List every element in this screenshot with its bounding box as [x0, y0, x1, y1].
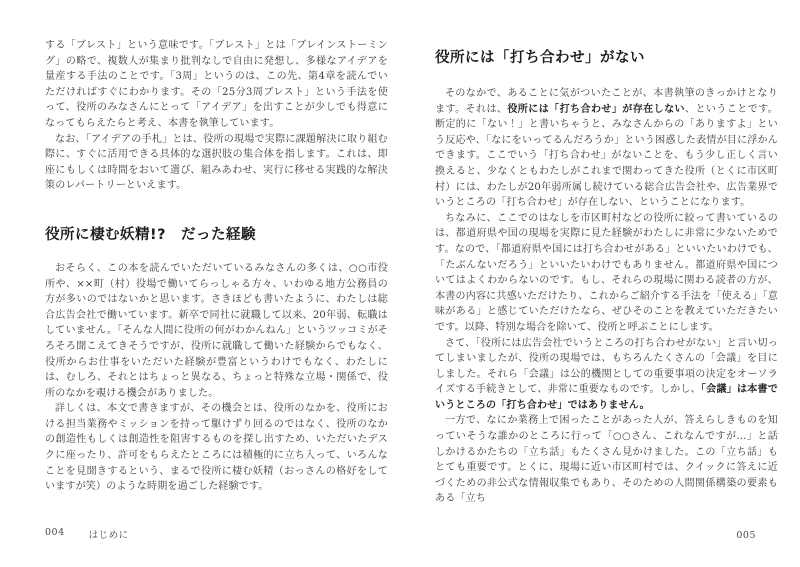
left-page-number: 004 — [45, 527, 65, 538]
left-paragraph-idea-cards: なお、「アイデアの手札」とは、役所の現場で実際に課題解決に取り組む際に、すぐに活用できる具体的な選択肢の集合体を指します。これは、即座にもしくは時間をおいて選び、組みあわせ、実行に移せる実践的な解決策のレパートリーといえます。 — [45, 133, 388, 192]
right-paragraph-tachibanashi: 一方で、なにか業務上で困ったことがあった人が、答えらしきものを知っていそうな誰かのところに行って「○○さん、これなんですが…」と話しかけるかたちの「立ち話」もたくさん見かけました。この「立ち話」もとても重要です。とくに、現場に近い市区町村では、クイックに答えに近づくための非公式な情報収集でもあり、そのための人間関係構築の要素もある「立ち — [435, 415, 778, 505]
right-page-footer — [736, 530, 756, 541]
left-paragraph-brainstorm: する「ブレスト」という意味です。「ブレスト」とは「ブレインストーミング」の略で、複数人が集まり批判なしで自由に発想し、多様なアイデアを量産する手法のことです。「3周」というのは、この先、第4章を読んでいただければすぐにわかります。その「25分3周ブレスト」という手法を使って、役所のみなさんにとって「アイデア」を出すことが少しでも得意になってもらえたらと考え、本書を執筆しています。 — [45, 40, 388, 129]
left-text-block — [45, 38, 388, 495]
right-section-heading: 役所には「打ち合わせ」がない — [435, 50, 645, 66]
page-right — [400, 0, 800, 567]
left-paragraph-readers: おそらく、この本を読んでいただいているみなさんの多くは、○○市役所や、××町（村）役場で働いてらっしゃる方々、いわゆる地方公務員の方が多いのではないかと思います。さきほども書いたように、わたしは総合広告会社で働いています。新卒で同社に就職して以来、20年弱、転職はしていません。「そんな人間に役所の何がわかんねん」というツッコミがそろそろ聞こえてきそうですが、役所に就職して働いた経験からでもなく、役所からお仕事をいただいた経験が豊富というわけでもなく、わたしには、むしろ、それとはちょっと異なる、ちょっと特殊な立場・関係で、役所のなかを覗ける機会がありました。 — [45, 262, 388, 399]
right-paragraph-kaigi: さて、「役所には広告会社でいうところの打ち合わせがない」と言い切ってしまいましたが、役所の現場では、もちろんたくさんの「会議」を目にしました。それら「会議」は公的機関としての重要事項の決定をオーソライズする手続きとして、非常に重要なものです。しかし、「会議」は本書でいうところの「打ち合わせ」ではありません。 — [435, 337, 778, 411]
right-paragraph-no-uchiawase: そのなかで、あることに気がついたことが、本書執筆のきっかけとなります。それは、役所には「打ち合わせ」が存在しない、ということです。断定的に「ない！」と書いちゃうと、みなさんからの「ありますよ」という反応や、「なにをいってるんだろうか」という困惑した表情が目に浮かんできます。ここでいう「打ち合わせ」がないことを、もう少し正しく言い換えると、少なくともわたしがこれまで関わってきた役所（とくに市区町村）には、わたしが20年弱所属し続けている総合広告会社や、広告業界でいうところの「打ち合わせ」が存在しない、ということになります。 — [435, 88, 779, 209]
left-page-footer — [45, 527, 129, 541]
right-text-block — [435, 38, 778, 507]
right-paragraph-municipalities: ちなみに、ここでのはなしを市区町村などの役所に絞って書いているのは、都道府県や国の現場を実際に見た経験がわたしに非常に少ないためです。なので、「都道府県や国には打ち合わせがある」といいたいわけでも、「たぶんないだろう」といいたいわけでもありません。都道府県や国についてはよくわからないのです。もし、それらの現場に関わる読者の方が、本書の内容に共感いただけたり、これからご紹介する手法を「使える」「意味がある」と感じていただけたなら、ぜひそのことを教えていただきたいです。以降、特別な場合を除いて、役所と呼ぶことにします。 — [435, 212, 778, 333]
left-section-title: はじめに — [88, 530, 129, 541]
left-section-heading: 役所に棲む妖精!? だった経験 — [45, 226, 257, 243]
right-page-number: 005 — [736, 530, 756, 541]
left-paragraph-fairy-experience: 詳しくは、本文で書きますが、その機会とは、役所のなかを、役所における担当業務やミッションを持って駆けずり回るのではなく、役所のなかの創造性もしくは創造性を阻害するものを探し出すため、いただいたデスクに座ったり、許可をもらえたところには積極的に立ち入って、いろんなことを見聞きするという、まるで役所に棲む妖精（おっさんの格好をしていますが笑）のような時期を過ごした経験です。 — [45, 403, 388, 493]
